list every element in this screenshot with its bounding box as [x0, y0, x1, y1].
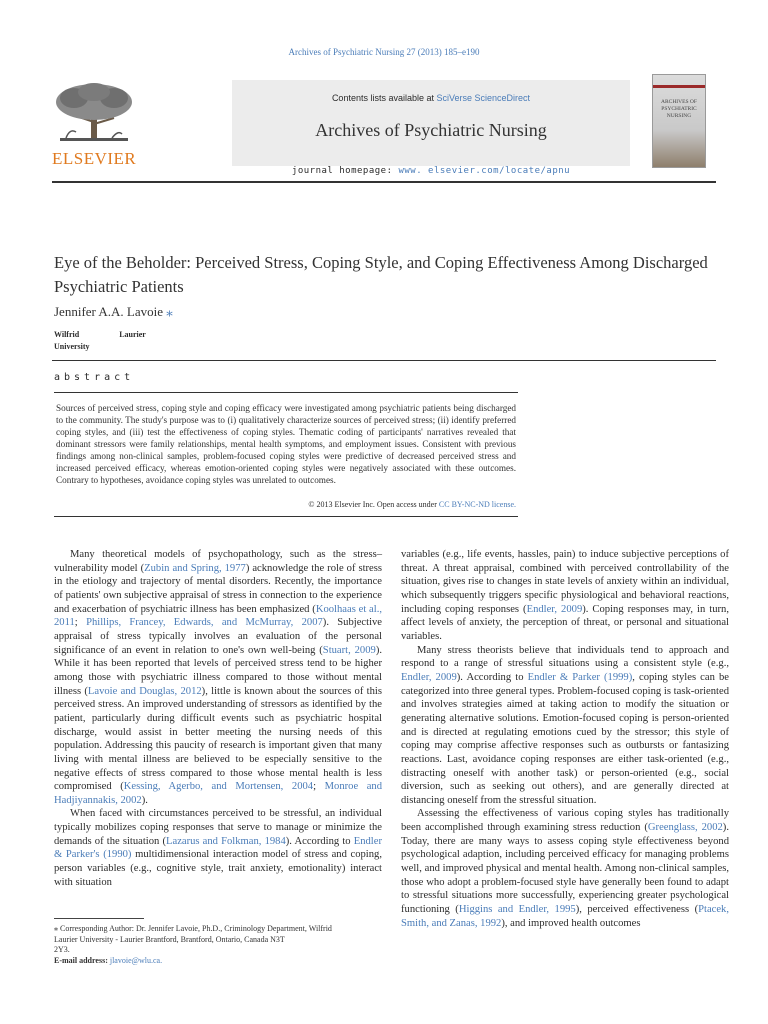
author-line [54, 304, 173, 320]
ref-lazarus-folkman[interactable]: Lazarus and Folkman, 1984 [166, 835, 286, 847]
contents-label: Contents lists available at [331, 93, 437, 103]
affiliation-divider [52, 360, 716, 361]
elsevier-tree-logo [52, 82, 136, 144]
paragraph [54, 807, 382, 889]
text-run: ), and improved health outcomes [501, 917, 641, 929]
affiliation-part-2: Laurier [119, 330, 146, 339]
text-run: Many theoretical models of psychopathology, such as the stress–vulnerability model ( [54, 549, 382, 574]
ref-greenglass[interactable]: Greenglass, 2002 [647, 822, 723, 834]
article-title: Eye of the Beholder: Perceived Stress, Coping Style, and Coping Effectiveness Among Discharged Psychiatric Patients [54, 253, 708, 296]
corresponding-author-footnote [54, 924, 384, 966]
journal-title: Archives of Psychiatric Nursing [315, 120, 547, 140]
text-run: ), little is known about the sources of this perceived stress. An improved understanding of stressors as identified by the patient, particularly during difficult events such as psychiatric hospital discharge, would assist in better meeting the nursing needs of this population. Addressing this paucity of research is important given that many living with mental illness are believed to be especially sensitive to the negative effects of stress compared to those whose mental health is less compromised ( [54, 685, 382, 793]
elsevier-logo-text: ELSEVIER [52, 149, 137, 168]
text-run: ). According to [285, 835, 354, 847]
text-run: Many stress theorists believe that individuals tend to approach and respond to a range of stressful situations using a consistent style (e.g., [401, 644, 729, 670]
text-run: ; [313, 781, 325, 793]
ref-ptacek[interactable]: Ptacek, Smith, and Zanas, 1992 [401, 904, 729, 929]
body-column-left [54, 548, 382, 889]
body-column-right [401, 548, 729, 930]
cover-title: ARCHIVES OF PSYCHIATRIC NURSING [661, 99, 697, 119]
email-link[interactable]: jlavoie@wlu.ca. [109, 955, 163, 965]
ref-endler-2009[interactable]: Endler, 2009 [526, 603, 583, 615]
footnote-mark: ⁎ [54, 924, 58, 933]
ref-koolhaas[interactable]: Koolhaas et al., 2011 [54, 603, 383, 629]
footnote-line-1: Corresponding Author: Dr. Jennifer Lavoie, Ph.D., Criminology Department, Wilfrid [58, 924, 332, 933]
text-run: ; [74, 617, 87, 629]
text-run: multidimensional interaction model of stress and coping, person variables (e.g., cognitive style, trait anxiety, emotionality) interact with situation [54, 849, 382, 888]
text-run: ). Today, there are many ways to assess coping style effectiveness beyond psychological adaption, including perceived efficacy for managing problems well, and improved physical and mental health. Among non-clinical samples, those who adopt a problem-focused style have generally been found to adapt to stressful situations more successfully, experiencing greater psychological functioning ( [401, 822, 729, 916]
email-label: E-mail address: [54, 955, 110, 965]
abstract-heading: abstract [54, 372, 135, 383]
text-run: When faced with circumstances perceived to be stressful, an individual typically mobilizes coping responses that serve to manage or minimize the demands of the situation ( [54, 808, 382, 847]
corresponding-author-mark[interactable]: ⁎ [166, 304, 173, 319]
ref-monroe[interactable]: Monroe and Hadjiyannakis, 2002 [54, 781, 383, 806]
paragraph [401, 807, 729, 930]
cover-band [653, 85, 705, 88]
text-run: variables (e.g., life events, hassles, pain) to induce subjective perceptions of threat. A threat appraisal, combined with perceived controllability of the situation, gives rise to changes in state levels of anxiety within an individual, which subsequently triggers specific physiological and behavioral reactions, including coping responses ( [401, 549, 729, 615]
homepage-label: journal homepage: [291, 166, 399, 176]
text-run: ) acknowledge the role of stress in the etiology and trajectory of mental disorders. Recently, the importance of patients' own subjective appraisal of stress in connection to the experience and exacerbation of psychiatric illness has been emphasized ( [54, 562, 383, 615]
journal-homepage-line [232, 166, 630, 176]
text-run: ). [141, 794, 148, 806]
affiliation [54, 329, 254, 353]
footnote-divider [54, 918, 144, 919]
ref-phillips[interactable]: Phillips, Francey, Edwards, and McMurray, 2007 [86, 617, 323, 629]
text-run: ). According to [456, 671, 528, 683]
contents-line [232, 93, 630, 103]
affiliation-part-3: University [54, 342, 90, 351]
paragraph [401, 644, 729, 808]
ref-lavoie-douglas[interactable]: Lavoie and Douglas, 2012 [87, 685, 202, 697]
header-divider [52, 181, 716, 183]
abstract-top-rule [54, 392, 518, 393]
abstract-bottom-rule [54, 516, 518, 517]
abstract-text: Sources of perceived stress, coping style and coping efficacy were investigated among psychiatric patients being discharged to the community. The study's purpose was to (i) qualitatively characterize sources of perceived stress; (ii) identify preferred coping styles, and (iii) test the effectiveness of coping styles. Thematic coding of participants' narratives revealed that dominant stressors were family relationships, mental health symptoms, and employment issues. Consistent with previous findings among non-clinical samples, problem-focused coping styles were predictive of decreased perceived stress and increased perceived efficacy, whereas emotion-oriented coping styles were negatively associated with these outcomes. Contrary to hypotheses, avoidance coping styles was unrelated to outcomes. [56, 403, 516, 485]
footnote-line-3: 2Y3. [54, 945, 70, 954]
affiliation-part-1: Wilfrid [54, 330, 80, 339]
paragraph [401, 548, 729, 644]
footnote-line-2: Laurier University - Laurier Brantford, Brantford, Ontario, Canada N3T [54, 934, 285, 944]
ref-endler-2009-b[interactable]: Endler, 2009 [401, 671, 457, 683]
ref-stuart[interactable]: Stuart, 2009 [322, 644, 376, 656]
ref-zubin-spring[interactable]: Zubin and Spring, 1977 [144, 562, 246, 574]
journal-citation[interactable]: Archives of Psychiatric Nursing 27 (2013) 185–e190 [288, 47, 480, 57]
text-run: ), perceived effectiveness ( [575, 904, 699, 916]
copyright-line [56, 500, 516, 509]
copyright-text: © 2013 Elsevier Inc. Open access under [308, 500, 439, 509]
sciencedirect-link[interactable]: SciVerse ScienceDirect [436, 93, 531, 103]
ref-endler-parker-1990[interactable]: Endler & Parker's (1990) [54, 835, 382, 861]
text-run: ). Subjective appraisal of stress typically involves an evaluation of the personal significance of an event in relation to one's own well-being ( [54, 617, 383, 656]
author-name: Jennifer A.A. Lavoie [54, 304, 164, 319]
journal-cover-thumbnail[interactable] [652, 74, 706, 168]
homepage-link[interactable]: www. elsevier.com/locate/apnu [398, 166, 571, 176]
ref-kessing[interactable]: Kessing, Agerbo, and Mortensen, 2004 [123, 781, 314, 793]
ref-higgins-endler[interactable]: Higgins and Endler, 1995 [458, 904, 576, 916]
license-link[interactable]: CC BY-NC-ND license. [438, 500, 516, 509]
text-run: Assessing the effectiveness of various coping styles has traditionally been accomplished through examining stress reduction ( [401, 808, 729, 834]
text-run: ). Coping responses may, in turn, affect levels of anxiety, the perception of threat, or personal and situational variables. [401, 603, 729, 642]
text-run: , coping styles can be categorized into three general types. Problem-focused coping is task-oriented and involves strategies aimed at taking action to modify the situation or generating alternative solutions. Emotion-focused coping is person-oriented and is directed at regulating emotions cued by the stressor; this style of coping may comprise affective responses such as outbursts or fantasizing reactions. Last, avoidance coping responses are either task-oriented (e.g., distracting oneself with another task) or person-oriented (e.g., social diversion, such as seeking out others), and are generally directed at distancing oneself from the stressful situation. [401, 671, 729, 806]
paragraph [54, 548, 382, 807]
text-run: ). While it has been reported that levels of perceived stress tend to be higher among those with psychiatric illness compared to those without mental illness ( [54, 644, 382, 697]
ref-endler-parker-1999[interactable]: Endler & Parker (1999) [527, 671, 633, 683]
